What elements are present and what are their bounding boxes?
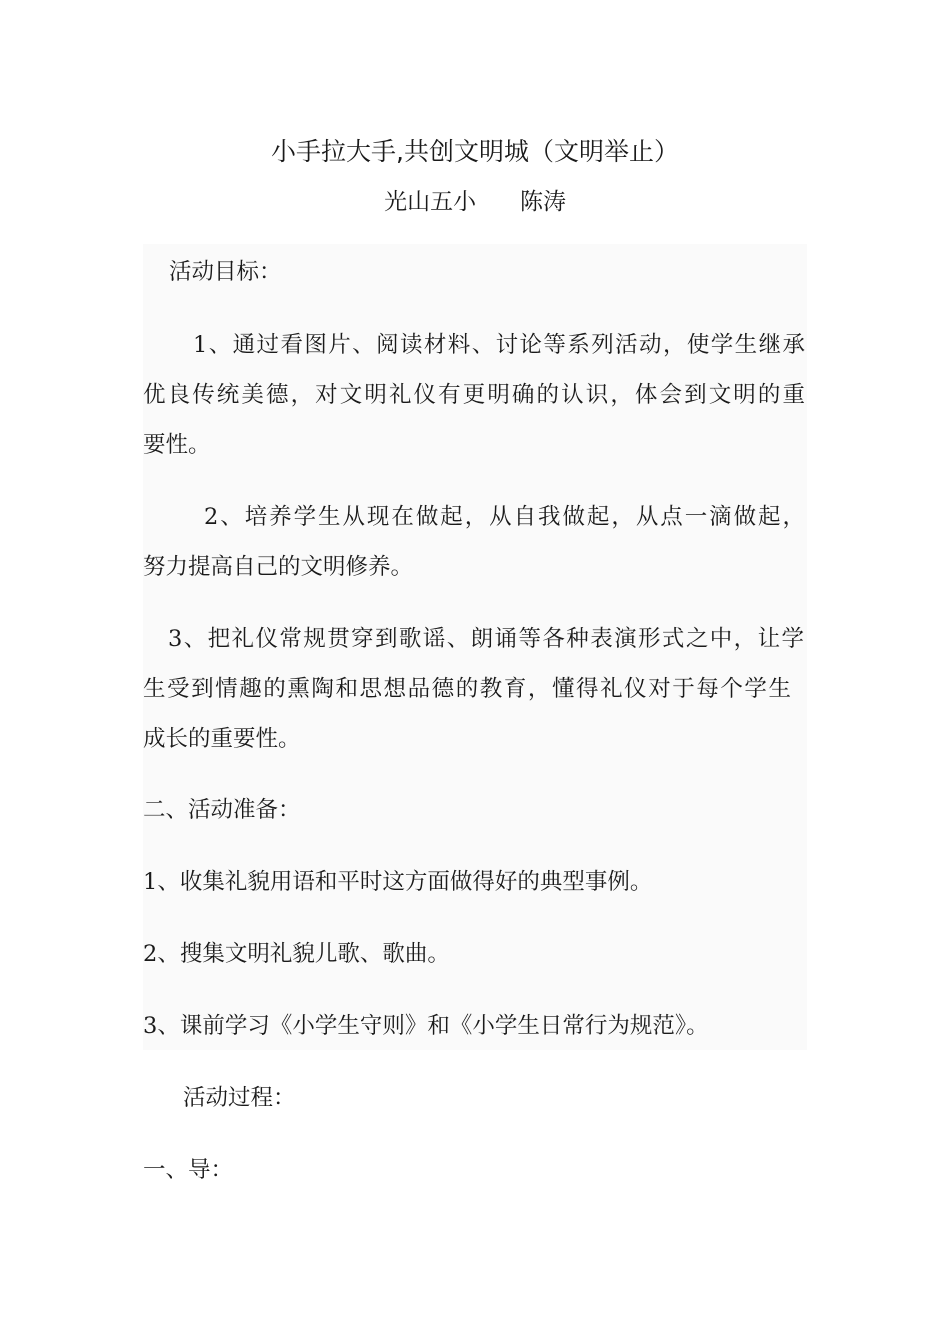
- goal-3-line-1: 3、把礼仪常规贯穿到歌谣、朗诵等各种表演形式之中，让学: [168, 626, 804, 652]
- goal-2-line-1: 2、培养学生从现在做起，从自我做起，从点一滴做起，: [204, 504, 805, 530]
- prep-item-3: 3、课前学习《小学生守则》和《小学生日常行为规范》。: [143, 1013, 709, 1039]
- goal-1-line-3: 要性。: [143, 432, 211, 458]
- goal-3-line-2: 生受到情趣的熏陶和思想品德的教育，懂得礼仪对于每个学生: [143, 676, 791, 702]
- goals-heading: 活动目标：: [169, 259, 282, 285]
- prep-heading: 二、活动准备：: [143, 797, 301, 823]
- goal-1-line-2: 优良传统美德，对文明礼仪有更明确的认识，体会到文明的重: [143, 382, 805, 408]
- goal-1-line-1: 1、通过看图片、阅读材料、讨论等系列活动，使学生继承: [193, 332, 805, 358]
- byline-author: 陈涛: [519, 189, 566, 215]
- byline-school: 光山五小: [384, 189, 477, 215]
- prep-item-1: 1、收集礼貌用语和平时这方面做得好的典型事例。: [143, 869, 653, 895]
- document-title: 小手拉大手,共创文明城（文明举止）: [271, 137, 679, 166]
- section-1-heading: 一、导：: [143, 1157, 234, 1183]
- document-byline: [0, 182, 950, 222]
- process-heading: 活动过程：: [183, 1085, 296, 1111]
- prep-item-2: 2、搜集文明礼貌儿歌、歌曲。: [143, 941, 450, 967]
- goal-3-line-3: 成长的重要性。: [143, 726, 301, 752]
- goal-2-line-2: 努力提高自己的文明修养。: [143, 554, 414, 580]
